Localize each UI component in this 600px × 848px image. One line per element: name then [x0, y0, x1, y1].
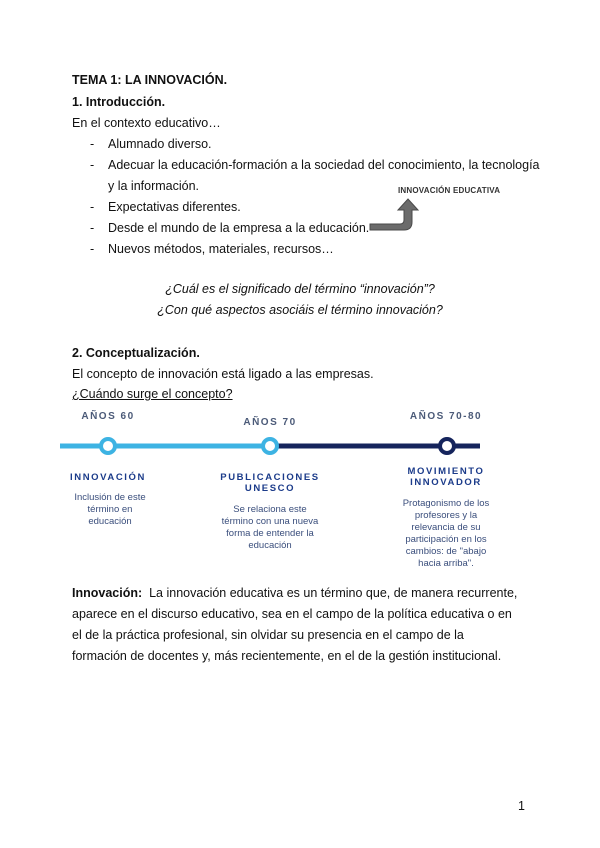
timeline-desc-1: Inclusión de este término en educación [74, 492, 146, 527]
curved-arrow-icon [368, 196, 420, 236]
page-number: 1 [518, 799, 525, 813]
question-1: ¿Cuál es el significado del término “innovación”? [165, 282, 435, 296]
timeline-node-1 [101, 439, 115, 453]
innovacion-text: La innovación educativa es un término que, de manera recurrente, aparece en el discurso educativo, sea en el campo de la política educativa o en el de la práctica profesional, sin olvidar su presencia en el campo de la formación de docentes y, más recientemente, en el de la gestión institucional. [72, 586, 518, 663]
timeline-label-1: INNOVACIÓN [70, 472, 146, 483]
timeline-year-3: AÑOS 70-80 [409, 411, 483, 422]
timeline-node-3 [440, 439, 454, 453]
timeline-desc-3: Protagonismo de los profesores y la relevancia de su participación en los cambios: de "abajo hacia arriba". [402, 498, 490, 569]
innovacion-educativa-label: INNOVACIÓN EDUCATIVA [398, 186, 501, 195]
bullet-marker: - [90, 242, 95, 256]
bullet-item: Desde el mundo de la empresa a la educación. [108, 221, 370, 235]
timeline-label-3: MOVIMIENTO INNOVADOR [407, 466, 485, 488]
bullet-marker: - [90, 158, 95, 172]
bullet-item: Adecuar la educación-formación a la sociedad del conocimiento, la tecnología [108, 158, 540, 172]
section2-line1: El concepto de innovación está ligado a las empresas. [72, 367, 374, 381]
bullet-marker: - [90, 200, 95, 214]
innovacion-term: Innovación: [72, 586, 143, 600]
timeline-node-2 [263, 439, 277, 453]
document-title: TEMA 1: LA INNOVACIÓN. [72, 73, 228, 87]
section2-heading: 2. Conceptualización. [72, 346, 200, 360]
bullet-item-continuation: y la información. [108, 179, 200, 193]
bullet-item: Nuevos métodos, materiales, recursos… [108, 242, 334, 256]
section1-heading: 1. Introducción. [72, 95, 166, 109]
timeline-track [60, 435, 480, 459]
bullet-item: Expectativas diferentes. [108, 200, 241, 214]
innovacion-paragraph [72, 583, 520, 667]
section2-question: ¿Cuándo surge el concepto? [72, 387, 233, 401]
bullet-marker: - [90, 137, 95, 151]
timeline-year-2: AÑOS 70 [243, 417, 297, 428]
bullet-marker: - [90, 221, 95, 235]
bullet-item: Alumnado diverso. [108, 137, 212, 151]
section1-intro: En el contexto educativo… [72, 116, 221, 130]
timeline-desc-2: Se relaciona este término con una nueva forma de entender la educación [221, 504, 319, 551]
timeline-year-1: AÑOS 60 [81, 411, 135, 422]
timeline-label-2: PUBLICACIONES UNESCO [220, 472, 320, 494]
question-2: ¿Con qué aspectos asociáis el término innovación? [157, 303, 443, 317]
